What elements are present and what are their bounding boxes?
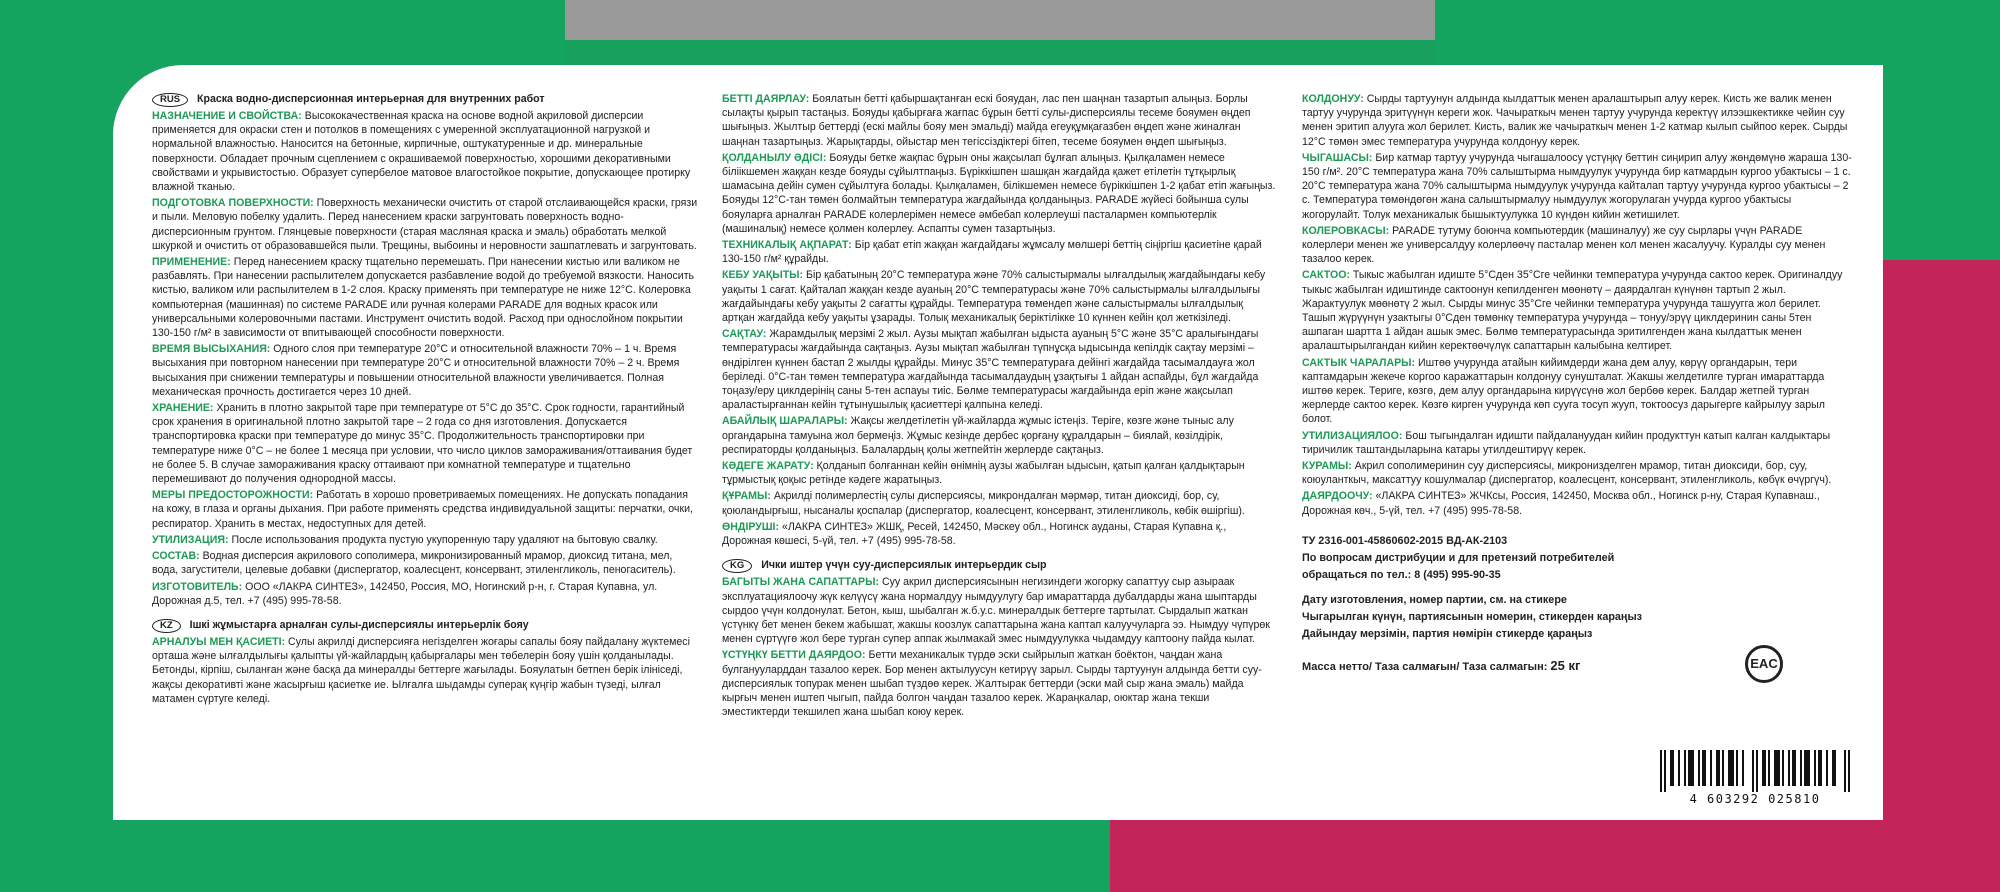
rus-section xyxy=(152,255,700,340)
date-note-kz: Дайындау мерзімін, партия нөмірін стикерде қараңыз xyxy=(1302,627,1593,640)
section-text: Жарамдылық мерзімі 2 жыл. Аузы мықтап жабылған ыдыста ауаның 5°С және 35°С аралығындағы температурасы жағдайында сақтаңыз. Аузы мықтап жабылған түпнұсқа ыдысында кепілдік сақтау мерзімі – өндірілген күннен бастап 2 жылды құрайды. Минус 35°С температураға дейінгі жағдайда тасымалдауға жол беріледі. 0°С-тан төмен температура жағдайында тасымалдаудың ұзақтығы 1 айдан аспайды, бұл жағдайда тоңазу/еру циклдерінің саны 5-тен аспауы тиіс. Бөлме температурасы жағдайында еріп және жақсылап араластырғаннан кейін тұтынушылық қасиеттері қалпына келеді. xyxy=(722,328,1259,412)
section-text: Перед нанесением краску тщательно перемешать. При нанесении кистью или валиком не разбавлять. При нанесении распылителем допускается разбавление водой до требуемой вязкости. Наносить кистью, валиком или распылителем в 1-2 слоя. Краску применять при температуре не ниже 12°C. Колеровка компьютерная (машинная) по системе PARADE или ручная колерами PARADE для водных красок или универсальными колеровочными пастами. Инструмент очистить водой. Расход при однослойном покрытии 130-150 г/м² в зависимости от впитывающей способности поверхности. xyxy=(152,256,695,340)
section-heading: КУРАМЫ: xyxy=(1302,460,1352,473)
section-text: Бир катмар тартуу учурунда чыгашалоосу үстүңкү беттин сиңирип алуу жөндөмүнө жараша 130-150 г/м². 20°С температура жана 70% салыштырма нымдуулук учурунда бир катмардын кургоо убактысы – 1 с. 20°С температура жана 70% салыштырма нымдуулук учурунда кайталап тартуу учурунда кургоо убактысы – 2 с. Температура төмөндөгөн жана салыштырмалуу нымдуулук жогорулаган учурда кургоо убактысы жогорулайт. Толук механикалык бышыктуулукка 10 күндөн кийин жетишилет. xyxy=(1302,151,1852,221)
rus-section xyxy=(152,401,700,486)
section-text: Водная дисперсия акрилового сополимера, микронизированный мрамор, диоксид титана, мел, вода, загустители, целевые добавки (диспергатор, коалесцент, консервант, этиленгликоль, пеногаситель). xyxy=(152,550,676,577)
section-text: Хранить в плотно закрытой таре при температуре от 5°C до 35°C. Срок годности, гарантийный срок хранения в оригинальной плотно закрытой таре – 2 года со дня изготовления. Допускается транспортировка краски при температуре до минус 35°C. Продолжительность транспортировки при температуре ниже 0°C – не более 1 месяца при условии, что число циклов замораживания/оттаивания будет не более 5. В случае замораживания краску оттаивают при комнатной температуре и тщательно перемешивают до получения однородной массы. xyxy=(152,402,693,486)
section-text: PARADE тутуму боюнча компьютердик (машиналуу) же суу сырлары үчүн PARADE колерлери менен же универсалдуу колерлөөчү пасталар менен кол менен жасалуучу. Куралды суу менен тазалоо керек. xyxy=(1302,224,1826,266)
rus-section xyxy=(152,196,700,253)
section-heading: КОЛЕРОВКАСЫ: xyxy=(1302,224,1390,237)
rus-section xyxy=(152,109,700,194)
section-heading: УТИЛИЗАЦИЯ: xyxy=(152,533,229,546)
section-heading: ҚОЛДАНЫЛУ ӘДІСІ: xyxy=(722,151,827,164)
section-text: Бетти механикалык түрдө эски сыйрылып жаткан боёктон, чаңдан жана булганууларддан тазалоо керек. Бор менен актылуусун кетирүү зарыл. Сырды тартуунун алдында бетти суу-дисперсиялык топурак менен шыбап түздөө керек. Жалтырак беттерди (эски май сыр жана эмаль) майда кырғыч менен иштеп чыгып, пайда болгон чаңдан тазалоо керек. Жараңкалар, оюктар жана текши эместиктерди текшилеп жана шыбап коюу керек. xyxy=(722,649,1262,719)
section-heading: ДАЯРДООЧУ: xyxy=(1302,490,1373,503)
section-heading: САҚТАУ: xyxy=(722,328,767,341)
kz-section xyxy=(722,268,1277,325)
section-text: Акрилді полимерлестің сулы дисперсиясы, микрондалған мәрмәр, титан диоксиді, бор, су, қоюландырғыш, нысаналы қоспалар (диспергатор, коалесцент, консервант, этиленгликоль, көбік өшіргіш). xyxy=(722,490,1245,517)
section-heading: СОСТАВ: xyxy=(152,550,200,563)
contact-line-2: обращаться по тел.: 8 (495) 995-90-35 xyxy=(1302,568,1501,581)
section-text: Жақсы желдетілетін үй-жайларда жұмыс істеңіз. Теріге, көзге және тыныс алу органдарына тамуына жол бермеңіз. Жұмыс кезінде дербес қорғану құралдарын – биялай, көзілдірік, респираторды қолданыңыз. Балалардың қолы жетпейтін жерлерде сақтаңыз. xyxy=(722,415,1234,456)
kg-section xyxy=(1302,92,1852,149)
spacer xyxy=(152,610,700,618)
rus-badge: RUS xyxy=(152,93,188,107)
kz-section xyxy=(722,238,1277,266)
section-text: Суу акрил дисперсиясынын негизиндеги жогорку сапаттуу сыр азыраак эксплуатациялоочу жүк келүүсү жана нормалдуу нымдуулугу бар имараттарда дубалдарды жана шыптарды сырдоо үчүн колдонулат. Бетон, кыш, шыбалган ж.б.у.с. минералдык беттерге тартылат. Сырдалып жаткан үстүнкү бет менен бекем жабышат, жакшы коозлук сапаттарына жана каптап калуучуларга ээ. Нымдуу чүпүрөк менен сүртүүгө жол бере турган супер аппак жылмакай эмес нымдуулукка чыдамдуу каптоону пайда кылат. xyxy=(722,576,1270,646)
barcode xyxy=(1660,750,1850,806)
section-heading: ҚҰРАМЫ: xyxy=(722,490,771,503)
kz-section xyxy=(152,635,700,706)
kz-title: Ішкі жұмыстарға арналған сулы-дисперсиялы интерьерлік бояу xyxy=(189,618,529,631)
column-kg xyxy=(1302,92,1852,677)
kg-section xyxy=(1302,459,1852,487)
kg-title: Ички иштер үчүн суу-дисперсиялык интерьердик сыр xyxy=(761,559,1047,572)
section-text: После использования продукта пустую укупоренную тару удаляют на бытовую свалку. xyxy=(228,533,658,546)
kg-section xyxy=(722,648,1277,719)
section-heading: ПОДГОТОВКА ПОВЕРХНОСТИ: xyxy=(152,197,314,210)
rus-title-line xyxy=(152,92,700,107)
kg-section xyxy=(1302,224,1852,267)
section-text: Тыкыс жабылган идиште 5°Сден 35°Сге чейинки температура учурунда сактоо керек. Оригиналдуу тыкыс жабылган идиштинде сактоонун кепилденген мөөнөтү – даярдалган күнүнөн тартып 2 жыл. Жарактуулук мөөнөтү 2 жыл. Сырды минус 35°Сге чейинки температура учурунда ташуугга жол берилет. Ташып жүрүүнүн узактыгы 0°Сден төмөнкү температура учурунда – тонуу/эрүү циклдеринин саны 5тен ашпаган шартта 1 айдан ашык эмес. Бөлмө температурасында эритилгенден жана кылдаттык менен аралаштырылгандан кийин керектөөчүлүк сапаттарын калыбына келтирет. xyxy=(1302,269,1843,353)
section-text: Высококачественная краска на основе водной акриловой дисперсии применяется для окраски стен и потолков в помещениях с умеренной эксплуатационной нагрузкой и нормальной влажностью. Наносится на бетонные, кирпичные, оштукатуренные и др. минеральные поверхности. Обладает прочным сцеплением с окрашиваемой поверхностью, хорошими декоративными свойствами и укрывистостью. Образует супербелое матовое влагостойкое покрытие, допускающее протирку влажной тканью. xyxy=(152,110,691,194)
kg-section xyxy=(1302,489,1852,517)
rus-title: Краска водно-дисперсионная интерьерная для внутренних работ xyxy=(197,93,545,105)
section-text: Бояуды бетке жақпас бұрын оны жақсылап бұлғап алыңыз. Қылқаламен немесе біліікшемен жаққан кезде бояуды сұйылтпаңыз. Бүріккішпен шашқан жағдайда қажет етілетін тұтқырлық шамасына дейін сумен сұйылтуға болады. Қылқаламен, білікшемен немесе бүріккішпен 1-2 қабат етіп жағыңыз. Бояуды 12°С-тан төмен болмайтын температура жағдайында қолданыңыз. PARADE жүйесі бойынша сулы бояуларға арналған PARADE колерлерімен немесе әмбебап колерлеуші пасталармен компьютерлік (машиналық) немесе қолмен колерлеу. Аспапты сумен тазартыңыз. xyxy=(722,151,1276,235)
column-rus xyxy=(152,92,700,708)
section-text: Қолданып болғаннан кейін өнімнің аузы жабылған ыдысын, қатып қалған қалдықтарын тұрмыстық қоқыс ретінде кәдеге жаратыңыз. xyxy=(722,460,1245,487)
kz-section xyxy=(722,459,1277,487)
section-heading: ИЗГОТОВИТЕЛЬ: xyxy=(152,580,243,593)
kz-section xyxy=(722,489,1277,517)
section-heading: ЧЫГАШАСЫ: xyxy=(1302,151,1373,164)
net-mass-label: Масса нетто/ Таза салмағын/ Таза салмагын: xyxy=(1302,660,1548,673)
net-mass-value: 25 кг xyxy=(1550,657,1581,673)
kg-title-line xyxy=(722,558,1277,573)
section-text: «ЛАКРА СИНТЕЗ» ЖШҚ, Ресей, 142450, Мәскеу обл., Ногинск ауданы, Старая Купавна қ., Дорожная көшесі, 5-үй, тел. +7 (495) 995-78-58. xyxy=(722,520,1227,548)
section-text: Сулы акрилді дисперсияға негізделген жоғары сапалы бояу пайдалану жүктемесі орташа және ылғалдылығы қалыпты үй-жайлардың қабырғалары мен төбелерін бояу үшін қолданылады. Бетонды, кірпіш, сыланған және басқа да минералды беттерге жағылады. Бояулатын бетпен берік ілініседі, жақсы декоративті және жасырғыш қасиетке ие. Ылғалға шыдамды суперақ күңгір жабын түзеді, ылғал матамен сүртуге келеді. xyxy=(152,635,690,705)
section-heading: БЕТТІ ДАЯРЛАУ: xyxy=(722,93,810,105)
section-text: Бір қабатының 20°С температура және 70% салыстырмалы ылғалдылық жағдайындағы кебу уақыты 1 сағат. Қайталап жаққан кезде ауаның 20°С температурасы және 70% салыстырмалы ылғалдылығы жағдайындағы кебу уақыты 2 сағатты құрайды. Температура төмендеп және салыстырмалы ылғалдылық артқан жағдайда кебу уақыты ұзарады. Толық механикалық беріктілікке 10 күннен кейін қол жеткізіледі. xyxy=(722,269,1266,325)
eac-mark-icon: EAC xyxy=(1745,645,1783,683)
section-text: «ЛАКРА СИНТЕЗ» ЖЧКсы, Россия, 142450, Москва обл., Ногинск р-ну, Старая Купавнаш., Дорожная көч., 5-үй, тел. +7 (495) 995-78-58. xyxy=(1302,490,1820,517)
section-heading: УТИЛИЗАЦИЯЛОО: xyxy=(1302,429,1403,442)
kz-title-line xyxy=(152,618,700,633)
spacer xyxy=(722,550,1277,558)
rus-section xyxy=(152,580,700,608)
kz-badge: KZ xyxy=(152,619,181,633)
kz-section xyxy=(722,92,1277,149)
spacer xyxy=(1302,585,1852,593)
spacer xyxy=(1302,520,1852,534)
date-note-kg: Чыгарылган күнүн, партиясынын номерин, стикерден караңыз xyxy=(1302,610,1643,623)
section-text: Иштөө учурунда атайын кийимдерди жана дем алуу, көрүү органдарын, тери каптамдарын жекече коргоо каражаттарын колдонуу сунушталат. Жакшы желдетилге турган имараттарда иштөө керек. Териге, көзгө, дем алуу органдарына кирүүсүнө жол бербөө керек. Балдар жетпей турган жерлерде сактоо керек. Көзгө кирген учурунда көп сууга тосуп жууп, токтоосуз дарыгерге кайрылуу зарыл болот. xyxy=(1302,356,1825,426)
section-heading: САКТОО: xyxy=(1302,269,1350,282)
tu-standard: ТУ 2316-001-45860602-2015 ВД-АК-2103 xyxy=(1302,534,1508,547)
kz-section xyxy=(722,520,1277,548)
rus-section xyxy=(152,533,700,547)
section-text: Работать в хорошо проветриваемых помещениях. Не допускать попадания на кожу, в глаза и органы дыхания. При работе применять средства индивидуальной защиты: перчатки, очки, респиратор. Хранить в местах, недоступных для детей. xyxy=(152,489,693,530)
section-heading: АБАЙЛЫҚ ШАРАЛАРЫ: xyxy=(722,415,848,428)
section-heading: БАГЫТЫ ЖАНА САПАТТАРЫ: xyxy=(722,576,880,589)
section-text: Сырды тартуунун алдында кылдаттык менен аралаштырып алуу керек. Кисть же валик менен тартуу учурунда эритүүнүн кереги жок. Чачыраткыч менен тартуу учурунда керектүү илээшкектикке чейин суу менен эритип алууга жол берилет. Кисть, валик же чачыраткыч менен 1-2 катмар кылып сыйпоо керек. Сырды 12°С төмөн эмес температура учурунда колдонуу керек. xyxy=(1302,93,1848,148)
background-gray-strip xyxy=(565,0,1435,40)
kg-section xyxy=(1302,151,1852,222)
kg-section xyxy=(1302,268,1852,353)
section-text: Одного слоя при температуре 20°C и относительной влажности 70% – 1 ч. Время высыхания при повторном нанесении при температуре 20°C и относительной влажности 70% – 2 ч. Время высыхания при снижении температуры и повышении относительной влажности увеличивается. Полная механическая прочность достигается через 10 дней. xyxy=(152,343,680,398)
section-text: Бір қабат етіп жаққан жағдайдағы жұмсалу мөлшері беттің сіңіргіш қасиетіне қарай 130-150 г/м² құрайды. xyxy=(722,239,1262,266)
rus-section xyxy=(152,488,700,531)
section-heading: ВРЕМЯ ВЫСЫХАНИЯ: xyxy=(152,343,271,356)
section-heading: КӘДЕГЕ ЖАРАТУ: xyxy=(722,460,814,473)
barcode-bars-icon xyxy=(1660,750,1850,792)
section-text: ООО «ЛАКРА СИНТЕЗ», 142450, Россия, МО, Ногинский р-н, г. Старая Купавна, ул. Дорожная д.5, тел. +7 (495) 995-78-58. xyxy=(152,580,658,607)
kz-section xyxy=(722,414,1277,457)
kg-section xyxy=(1302,356,1852,427)
column-kz xyxy=(722,92,1277,721)
section-heading: КОЛДОНУУ: xyxy=(1302,93,1364,105)
rus-section xyxy=(152,549,700,577)
section-heading: МЕРЫ ПРЕДОСТОРОЖНОСТИ: xyxy=(152,489,314,502)
section-heading: АРНАЛУЫ МЕН ҚАСИЕТІ: xyxy=(152,635,286,648)
section-heading: ПРИМЕНЕНИЕ: xyxy=(152,256,231,269)
barcode-number: 4 603292 025810 xyxy=(1689,792,1821,806)
section-heading: КЕБУ УАҚЫТЫ: xyxy=(722,269,804,282)
section-heading: ХРАНЕНИЕ: xyxy=(152,402,214,415)
section-heading: САКТЫК ЧАРАЛАРЫ: xyxy=(1302,356,1416,369)
section-text: Поверхность механически очистить от старой отслаивающейся краски, грязи и пыли. Меловую побелку удалить. Перед нанесением краски загрунтовать поверхность водно-дисперсионным грунтом. Глянцевые поверхности (старая масляная краска и эмаль) обработать мелкой шкуркой и очистить от образовавшейся пыли. Трещины, выбоины и неровности зашпатлевать и загрунтовать. xyxy=(152,197,698,252)
rus-section xyxy=(152,342,700,399)
section-text: Бош тыгындалган идишти пайдалануудан кийин продукттун катып калган калдыктары тиричилик таштандыларына катары утилдештирүү керек. xyxy=(1302,429,1831,456)
kg-badge: KG xyxy=(722,559,752,573)
section-text: Акрил сополимеринин суу дисперсиясы, микронизделген мрамор, титан диоксиди, бор, суу, коюуланткыч, максаттуу кошулмалар (диспергатор, коалесцент, консервант, этиленгликоль, көбүк өчүргүч). xyxy=(1302,460,1832,487)
kg-section xyxy=(1302,429,1852,457)
section-heading: ҮСТҮҢКҮ БЕТТИ ДАЯРДОО: xyxy=(722,649,866,662)
section-heading: ТЕХНИКАЛЫҚ АҚПАРАТ: xyxy=(722,239,852,252)
kz-section xyxy=(722,151,1277,236)
kg-section xyxy=(722,575,1277,646)
section-heading: ӨНДІРУШІ: xyxy=(722,520,780,533)
section-heading: НАЗНАЧЕНИЕ И СВОЙСТВА: xyxy=(152,110,302,122)
date-note-ru: Дату изготовления, номер партии, см. на стикере xyxy=(1302,593,1567,606)
kz-section xyxy=(722,327,1277,412)
contact-line-1: По вопросам дистрибуции и для претензий потребителей xyxy=(1302,551,1615,564)
section-text: Боялатын бетті қабыршақтанған ескі бояудан, лас пен шаңнан тазартып алыңыз. Борлы сылақты қырып тастаңыз. Бояуды қабырғаға жағпас бұрын бетті сулы-дисперсиялы тесеме бояумен өңдеп шығыңыз. Жылтыр беттерді (ескі майлы бояу мен эмальді) майда егеуқұмқағазбен өңдеп және жиналған шаңнан тазартыңыз. Жарықтарды, ойыстар мен тегіссіздіктері біте‌п, тесеме бояумен өңдеп шығыңыз. xyxy=(722,93,1251,148)
